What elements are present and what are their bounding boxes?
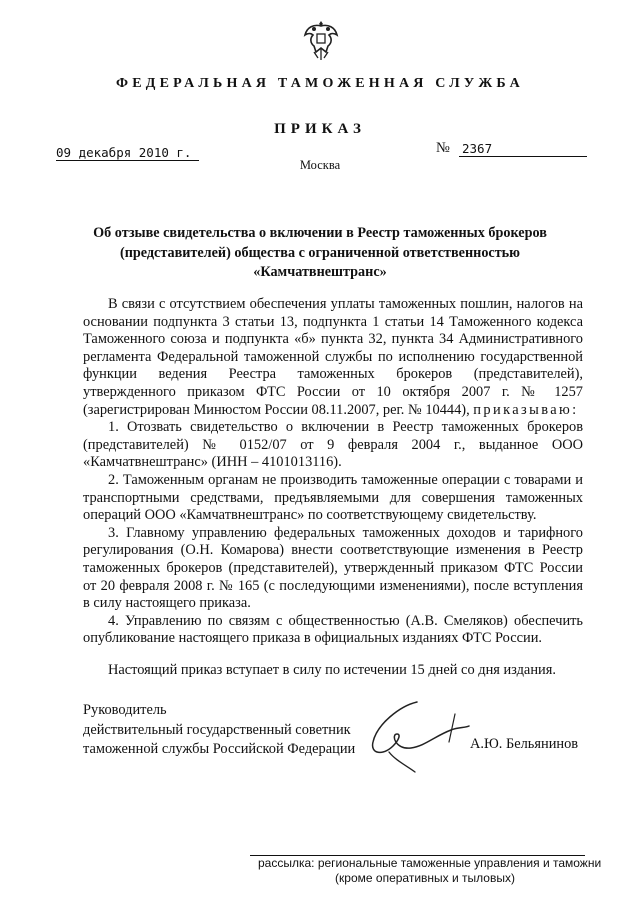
signer-title-3: таможенной службы Российской Федерации: [83, 741, 356, 757]
distribution-line-1: рассылка: региональные таможенные управления и таможни: [258, 856, 602, 870]
title-line-2: (представителей) общества с ограниченной ответственностью: [119, 244, 521, 261]
order-number: 2367: [459, 142, 587, 157]
order-item-4: 4. Управлению по связям с общественностью (А.В. Смеляков) обеспечить опубликование настоящего приказа в официальных изданиях ФТС России.: [83, 612, 583, 647]
distribution-list: [258, 856, 602, 886]
order-item-2: 2. Таможенным органам не производить таможенные операции с товарами и транспортными средствами, предъявляемыми для совершения таможенных операций ООО «Камчатвнештранс» по соответствующему свидетельству.: [83, 471, 583, 524]
effective-clause: Настоящий приказ вступает в силу по истечении 15 дней со дня издания.: [108, 662, 556, 678]
order-body: [83, 296, 583, 648]
order-title: [70, 224, 570, 283]
coat-of-arms-emblem: [302, 18, 340, 62]
document-type: ПРИКАЗ: [274, 121, 366, 137]
city: Москва: [299, 158, 341, 172]
order-number-label: №: [436, 140, 450, 156]
order-item-1: 1. Отозвать свидетельство о включении в Реестр таможенных брокеров (представителей) № 0152/07 от 9 февраля 2004 г., выданное ООО «Камчатвнештранс» (ИНН – 4101013116).: [83, 419, 583, 471]
title-line-1: Об отзыве свидетельства о включении в Реестр таможенных брокеров: [93, 225, 547, 241]
order-word: приказываю:: [473, 401, 579, 418]
distribution-line-2: (кроме оперативных и тыловых): [335, 871, 515, 885]
preamble-paragraph: [83, 296, 583, 419]
signer-title-1: Руководитель: [83, 702, 167, 718]
title-line-3: «Камчатвнештранс»: [253, 264, 387, 280]
signer-title-2: действительный государственный советник: [83, 721, 351, 738]
order-date: 09 декабря 2010 г.: [56, 146, 199, 161]
agency-name: ФЕДЕРАЛЬНАЯ ТАМОЖЕННАЯ СЛУЖБА: [116, 76, 524, 91]
handwritten-signature: [355, 694, 475, 774]
signer-name: А.Ю. Бельянинов: [470, 736, 579, 752]
signer-position: [83, 701, 355, 760]
preamble-text: В связи с отсутствием обеспечения уплаты таможенных пошлин, налогов на основании подпункта 3 статьи 13, подпункта 1 статьи 14 Таможенного кодекса Таможенного союза и подпункта «б» пункта 32, пункта 34 Административного регламента Федеральной таможенной службы по исполнению государственной функции ведения Реестра таможенных брокеров (представителей), утвержденного приказом ФТС России от 10 октября 2007 г. № 1257 (зарегистрирован Минюстом России 08.11.2007, рег. № 10444),: [83, 296, 583, 418]
order-item-3: 3. Главному управлению федеральных таможенных доходов и тарифного регулирования (О.Н. Комарова) внести соответствующие изменения в Реестр таможенных брокеров (представителей), утвержденный приказом ФТС России от 20 февраля 2008 г. № 165 (с последующими изменениями), после вступления в силу настоящего приказа.: [83, 524, 583, 612]
